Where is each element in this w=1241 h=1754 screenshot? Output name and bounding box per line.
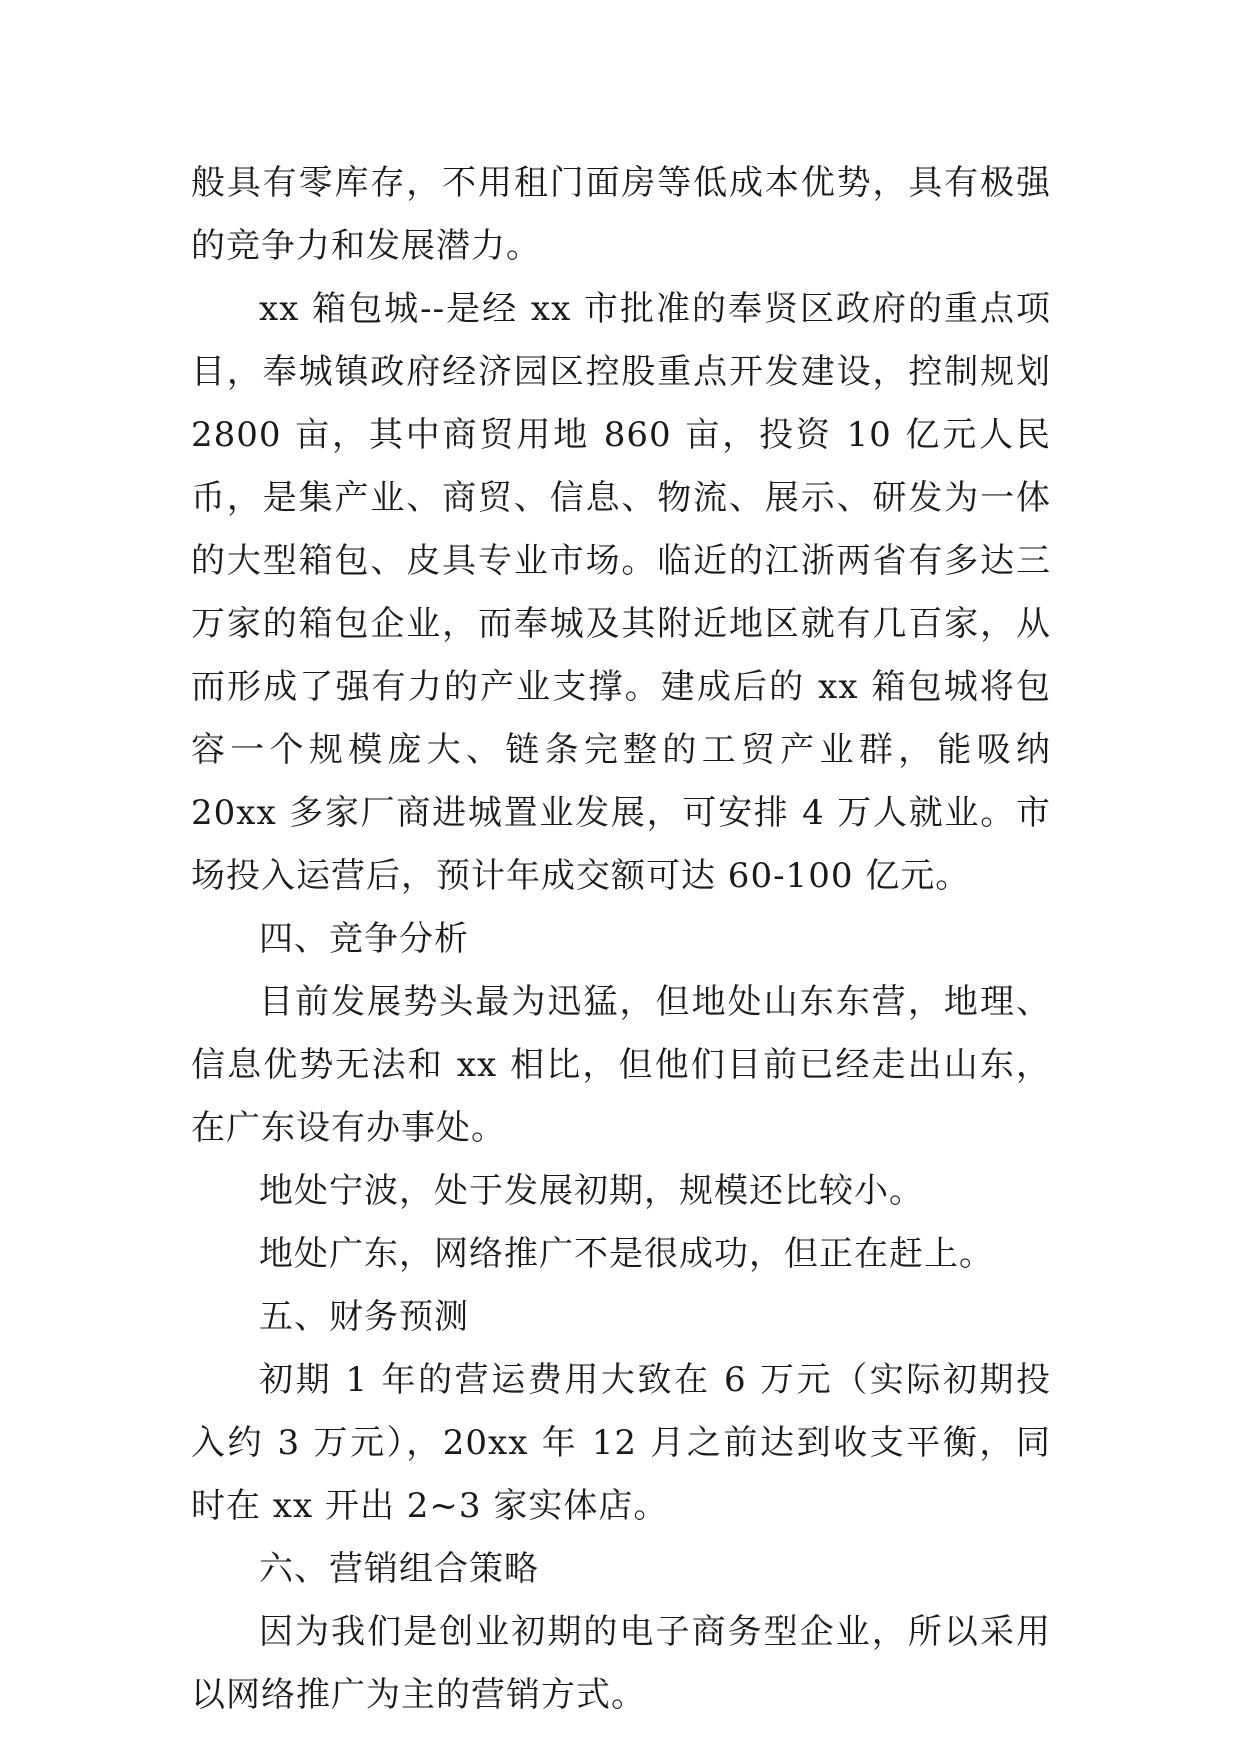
paragraph-continuation: 般具有零库存，不用租门面房等低成本优势，具有极强的竞争力和发展潜力。 [191,163,1051,266]
paragraph-competitor-1: 目前发展势头最为迅猛，但地处山东东营，地理、信息优势无法和 xx 相比，但他们目前已经走出山东，在广东设有办事处。 [191,982,1051,1148]
paragraph-market-overview: xx 箱包城--是经 xx 市批准的奉贤区政府的重点项目，奉城镇政府经济园区控股重点开发建设，控制规划 2800 亩，其中商贸用地 860 亩，投资 10 亿元人民币，是集产业、商贸、信息、物流、展示、研发为一体的大型箱包、皮具专业市场。临近的江浙两省有多达三万家的箱包企业，而奉城及其附近地区就有几百家，从而形成了强有力的产业支撑。建成后的 xx 箱包城将包容一个规模庞大、链条完整的工贸产业群，能吸纳 20xx 多家厂商进城置业发展，可安排 4 万人就业。市场投入运营后，预计年成交额可达 60-100 亿元。 [191,289,1051,896]
paragraph-competitor-3: 地处广东，网络推广不是很成功，但正在赶上。 [259,1234,994,1274]
section-heading-competition: 四、竞争分析 [259,919,469,959]
paragraph-marketing: 因为我们是创业初期的电子商务型企业，所以采用以网络推广为主的营销方式。 [191,1612,1051,1715]
paragraph-finance: 初期 1 年的营运费用大致在 6 万元（实际初期投入约 3 万元），20xx 年 12 月之前达到收支平衡，同时在 xx 开出 2~3 家实体店。 [191,1360,1051,1526]
document-body [191,152,1051,1727]
section-heading-finance: 五、财务预测 [259,1297,469,1337]
section-heading-marketing: 六、营销组合策略 [259,1549,539,1589]
paragraph-competitor-2: 地处宁波，处于发展初期，规模还比较小。 [259,1171,924,1211]
